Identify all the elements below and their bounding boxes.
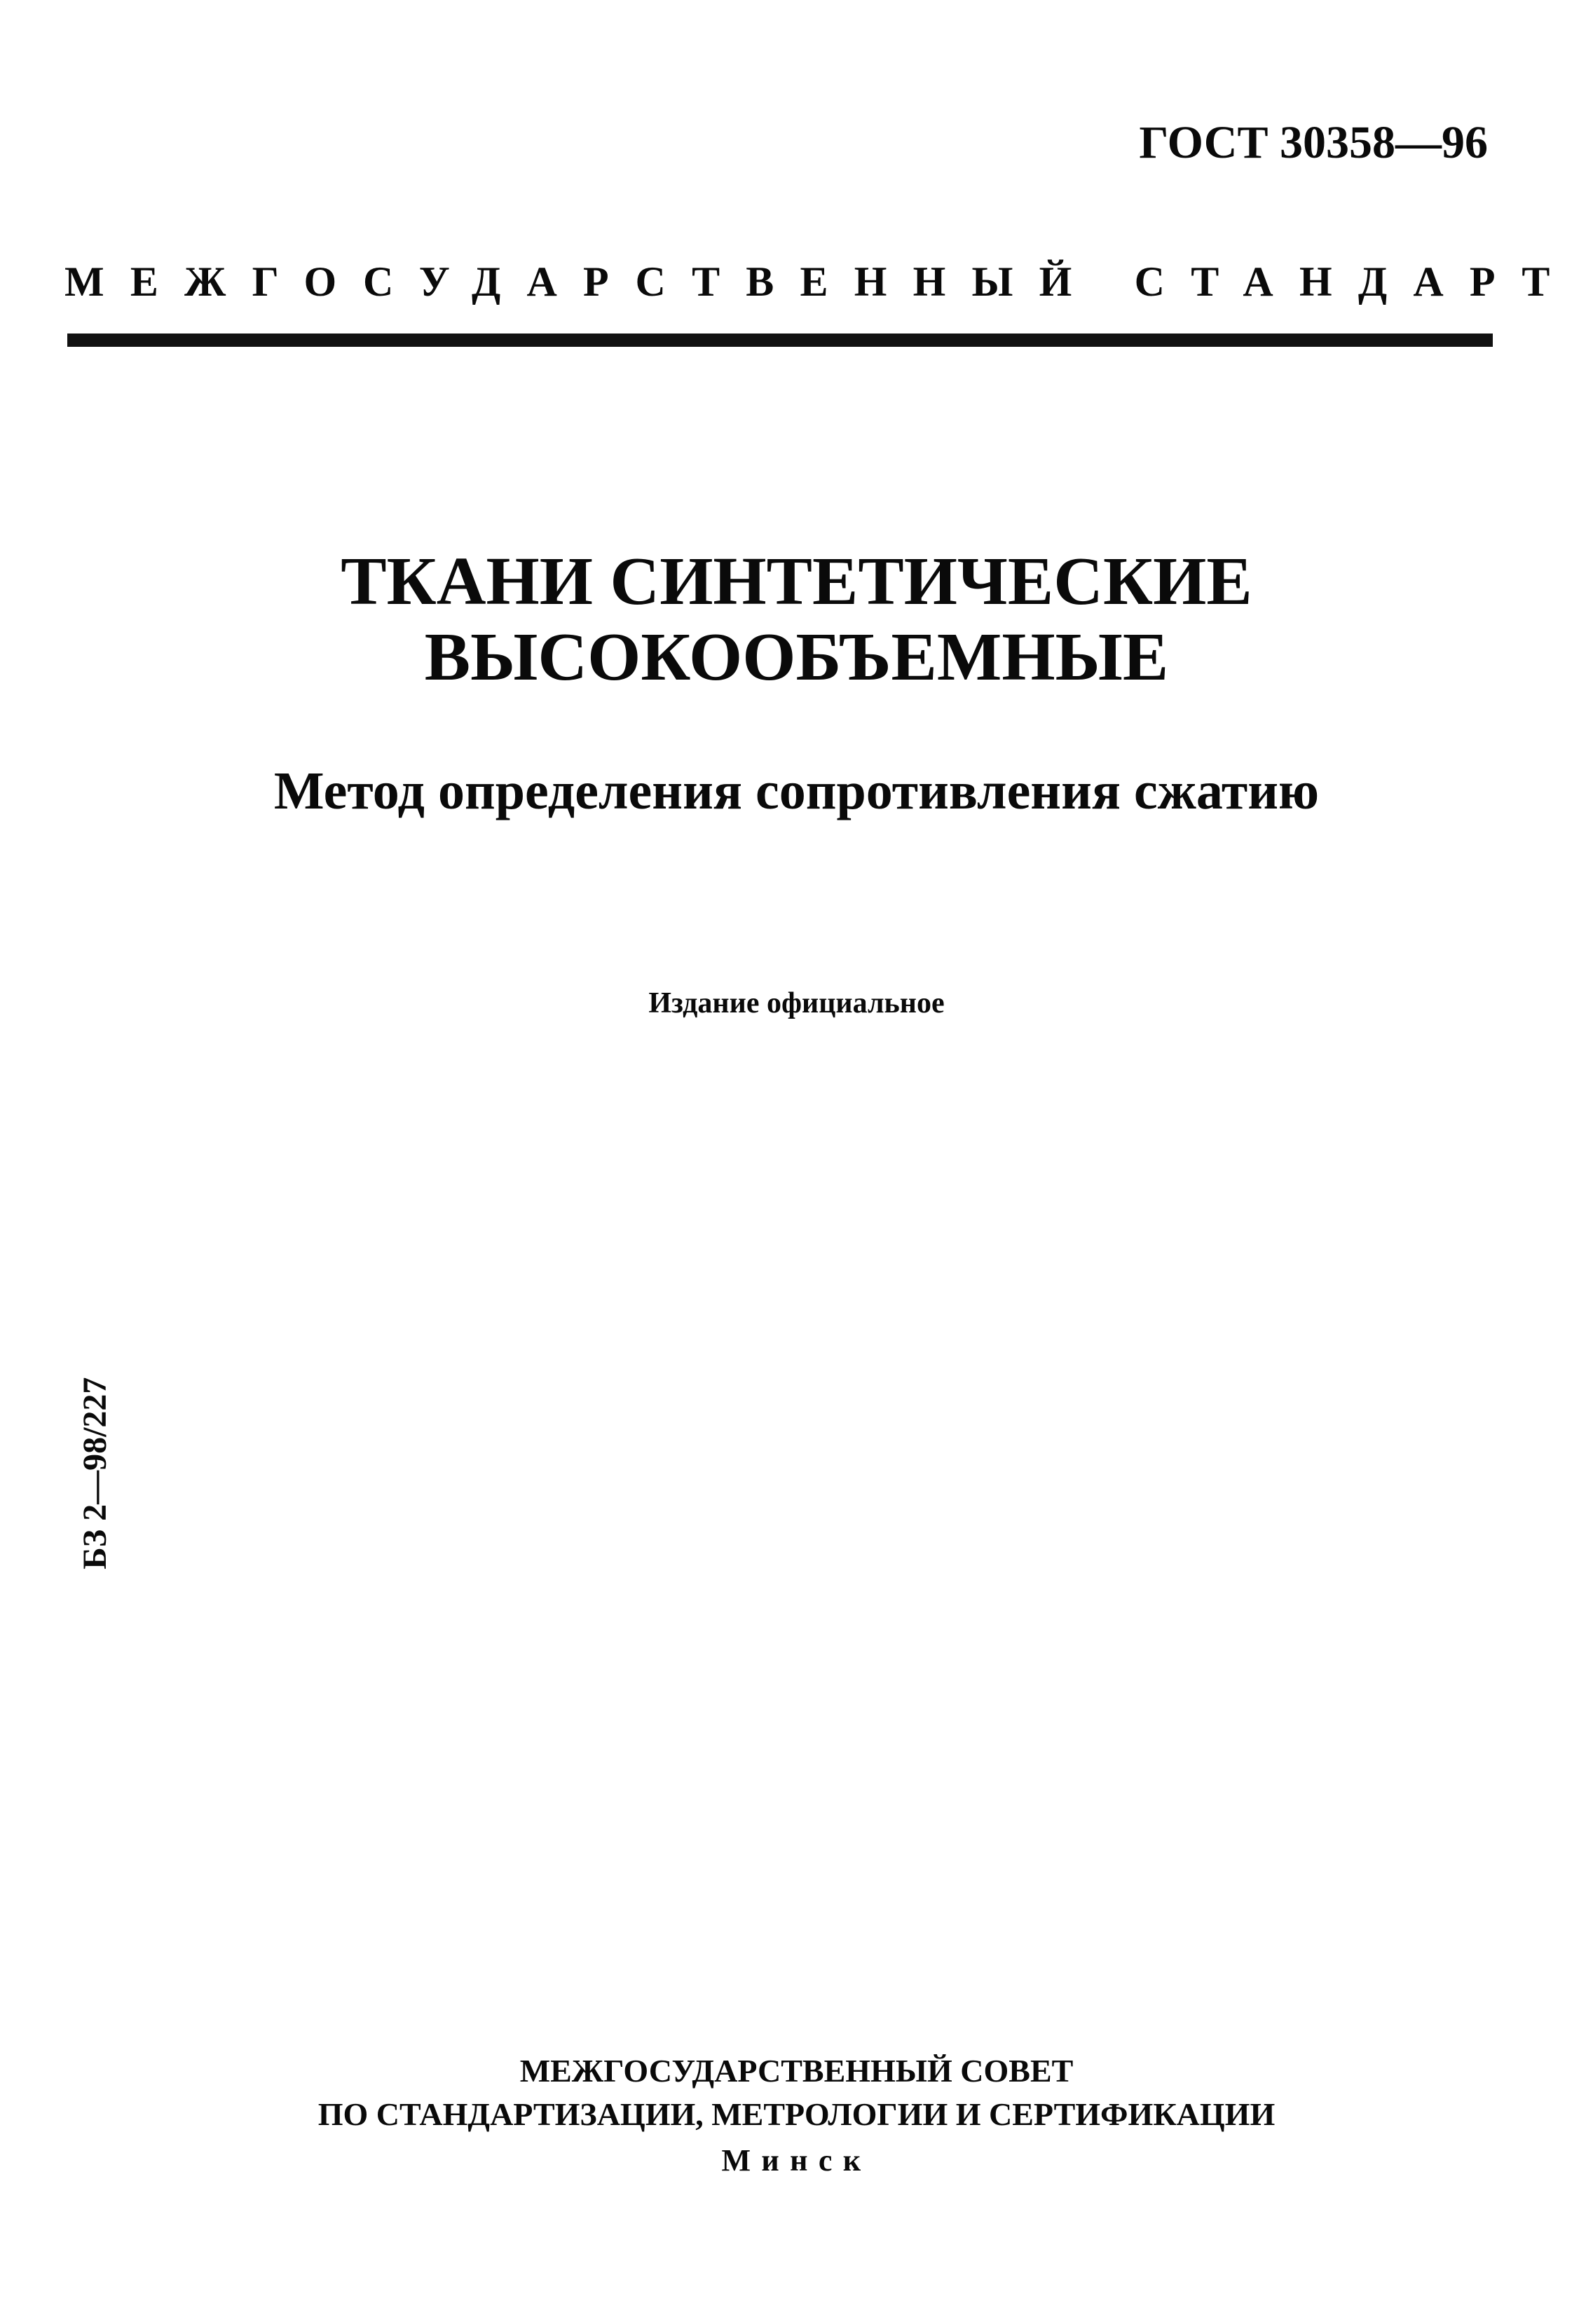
publication-city: Минск xyxy=(721,2143,872,2178)
title-line-2: ВЫСОКООБЪЕМНЫЕ xyxy=(424,619,1169,695)
document-title xyxy=(0,544,1593,695)
side-catalog-code: БЗ 2—98/227 xyxy=(76,1377,114,1569)
publisher xyxy=(0,2049,1593,2136)
document-number: ГОСТ 30358—96 xyxy=(1139,117,1488,168)
edition-label: Издание официальное xyxy=(648,987,945,1019)
document-subtitle: Метод определения сопротивления сжатию xyxy=(273,762,1320,820)
standard-type-header: МЕЖГОСУДАРСТВЕННЫЙ СТАНДАРТ xyxy=(64,259,1576,305)
publisher-line-1: МЕЖГОСУДАРСТВЕННЫЙ СОВЕТ xyxy=(519,2053,1074,2089)
title-line-1: ТКАНИ СИНТЕТИЧЕСКИЕ xyxy=(341,544,1252,619)
publisher-line-2: ПО СТАНДАРТИЗАЦИИ, МЕТРОЛОГИИ И СЕРТИФИКАЦИИ xyxy=(317,2096,1276,2132)
header-divider xyxy=(67,334,1493,347)
